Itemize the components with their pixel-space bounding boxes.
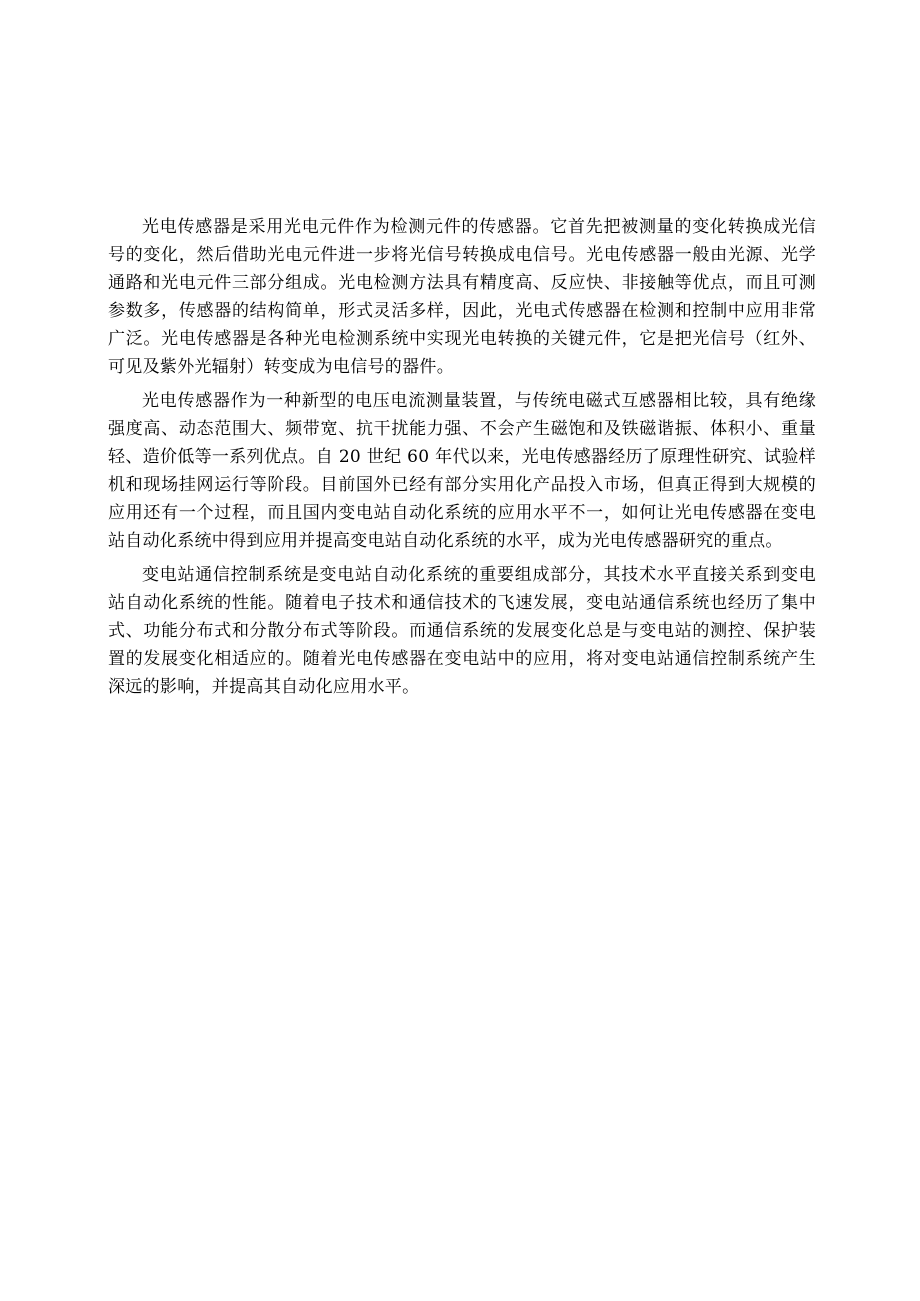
document-body — [108, 213, 816, 707]
paragraph-3: 变电站通信控制系统是变电站自动化系统的重要组成部分，其技术水平直接关系到变电站自动化系统的性能。随着电子技术和通信技术的飞速发展，变电站通信系统也经历了集中式、功能分布式和分散分布式等阶段。而通信系统的发展变化总是与变电站的测控、保护装置的发展变化相适应的。随着光电传感器在变电站中的应用，将对变电站通信控制系统产生深远的影响，并提高其自动化应用水平。 — [108, 565, 816, 697]
paragraph-1: 光电传感器是采用光电元件作为检测元件的传感器。它首先把被测量的变化转换成光信号的变化，然后借助光电元件进一步将光信号转换成电信号。光电传感器一般由光源、光学通路和光电元件三部分组成。光电检测方法具有精度高、反应快、非接触等优点，而且可测参数多，传感器的结构简单，形式灵活多样，因此，光电式传感器在检测和控制中应用非常广泛。光电传感器是各种光电检测系统中实现光电转换的关键元件，它是把光信号（红外、可见及紫外光辐射）转变成为电信号的器件。 — [108, 217, 816, 377]
paragraph-2: 光电传感器作为一种新型的电压电流测量装置，与传统电磁式互感器相比较，具有绝缘强度高、动态范围大、频带宽、抗干扰能力强、不会产生磁饱和及铁磁谐振、体积小、重量轻、造价低等一系列优点。自 20 世纪 60 年代以来，光电传感器经历了原理性研究、试验样机和现场挂网运行等阶段。目前国外已经有部分实用化产品投入市场，但真正得到大规模的应用还有一个过程，而且国内变电站自动化系统的应用水平不一，如何让光电传感器在变电站自动化系统中得到应用并提高变电站自动化系统的水平，成为光电传感器研究的重点。 — [108, 391, 816, 551]
